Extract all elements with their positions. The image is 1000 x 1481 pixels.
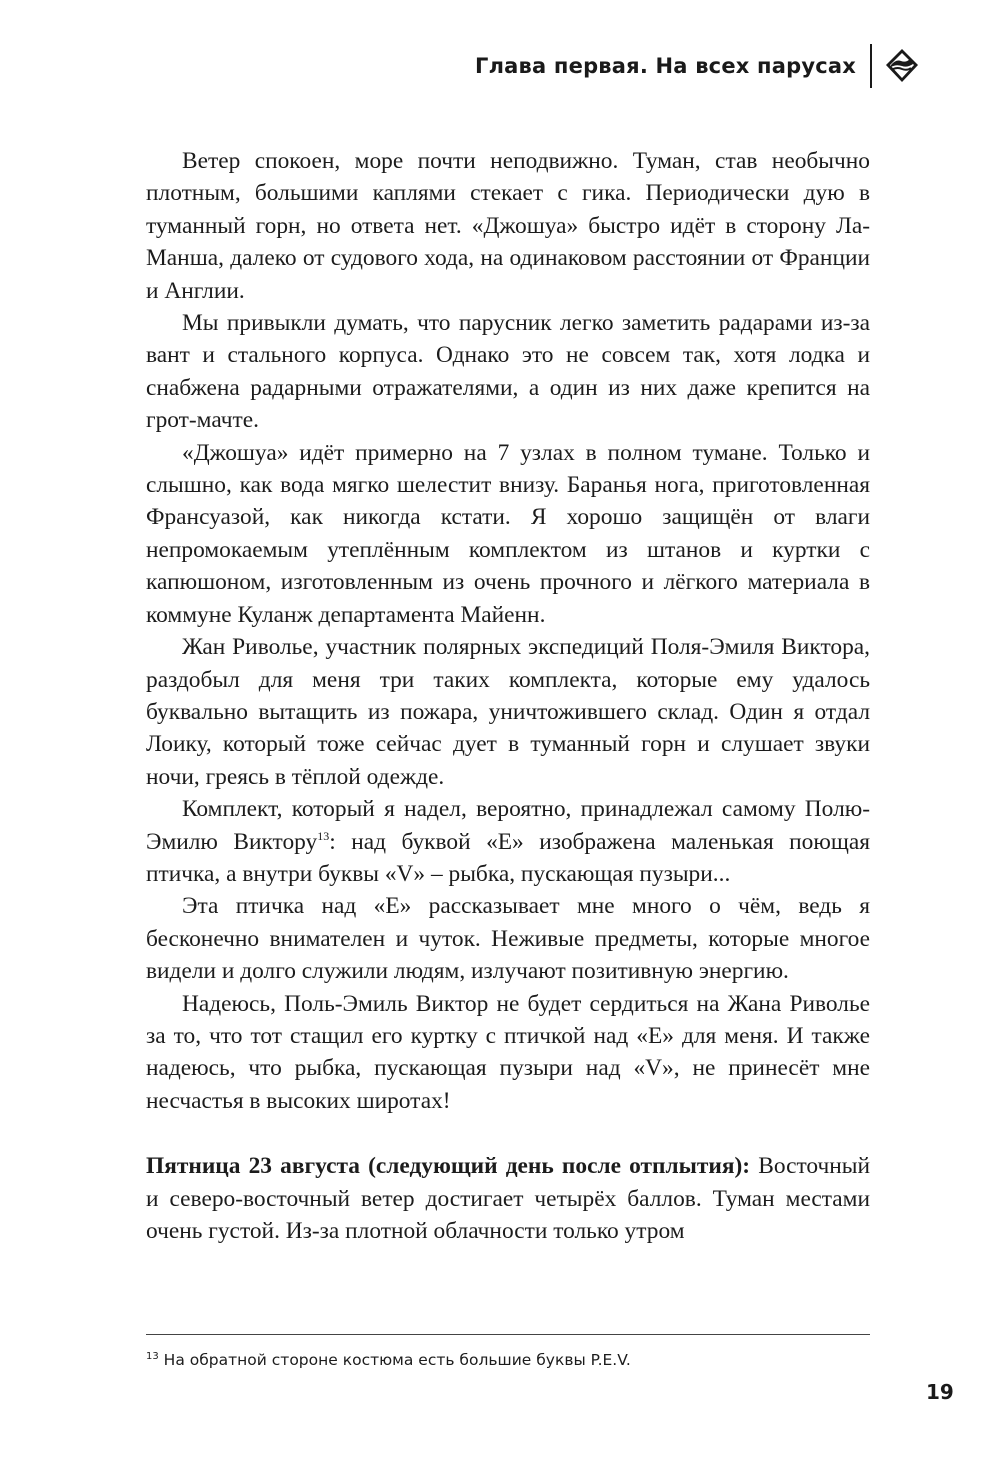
footnote-text: На обратной стороне костюма есть большие буквы P.E.V.	[158, 1351, 631, 1369]
entry-text: Восточный и северо-восточный ветер достигает четырёх баллов. Туман местами очень густой. Из-за плотной облачности только утром	[146, 1153, 870, 1244]
page-number: 19	[926, 1380, 954, 1404]
paragraph-5	[146, 793, 870, 890]
paragraph-1: Ветер спокоен, море почти неподвижно. Туман, став необычно плотным, большими каплями стекает с гика. Периодически дую в туманный горн, но ответа нет. «Джошуа» быстро идёт в сторону Ла-Манша, далеко от судового хода, на одинаковом расстоянии от Франции и Англии.	[146, 148, 870, 304]
paragraph-6: Эта птичка над «E» рассказывает мне много о чём, ведь я бесконечно внимателен и чуток. Неживые предметы, которые многое видели и долго служили людям, излучают позитивную энергию.	[146, 893, 870, 985]
footnote-number: 13	[146, 1351, 159, 1362]
paragraph-5-text-end: : над буквой «E» изображена маленькая поющая птичка, а внутри буквы «V» – рыбка, пускающая пузыри...	[146, 828, 870, 887]
diary-entry	[146, 1150, 870, 1247]
body-text	[146, 145, 870, 1247]
paragraph-4: Жан Риволье, участник полярных экспедиций Поля-Эмиля Виктора, раздобыл для меня три таких комплекта, которые ему удалось буквально вытащить из пожара, уничтожившего склад. Один я отдал Лоику, который тоже сейчас дует в туманный горн и слушает звуки ночи, греясь в тёплой одежде.	[146, 634, 870, 790]
footnote-reference[interactable]: 13	[317, 828, 330, 843]
entry-date: Пятница 23 августа (следующий день после отплытия):	[146, 1153, 751, 1180]
paragraph-3: «Джошуа» идёт примерно на 7 узлах в полном тумане. Только и слышно, как вода мягко шелестит внизу. Баранья нога, приготовленная Франсуазой, как никогда кстати. Я хорошо защищён от влаги непромокаемым утеплённым комплектом из штанов и куртки с капюшоном, изготовленным из очень прочного и лёгкого материала в коммуне Куланж департамента Майенн.	[146, 439, 870, 628]
chapter-title: Глава первая. На всех парусах	[475, 54, 856, 78]
header-separator	[870, 44, 872, 88]
paragraph-7: Надеюсь, Поль-Эмиль Виктор не будет сердиться на Жана Риволье за то, что тот стащил его куртку с птичкой над «E» для меня. И также надеюсь, что рыбка, пускающая пузыри над «V», не принесёт мне несчастья в высоких широтах!	[146, 990, 870, 1114]
paragraph-2: Мы привыкли думать, что парусник легко заметить радарами из-за вант и стального корпуса. Однако это не совсем так, хотя лодка и снабжена радарными отражателями, а один из них даже крепится на грот-мачте.	[146, 310, 870, 434]
running-header	[475, 44, 922, 88]
footnote-divider	[146, 1334, 870, 1335]
paragraph-5-text-start: Комплект, который я надел, вероятно, принадлежал самому Полю-Эмилю Виктору	[146, 796, 870, 855]
footnote	[146, 1349, 870, 1371]
sailboat-wave-icon	[882, 46, 922, 86]
